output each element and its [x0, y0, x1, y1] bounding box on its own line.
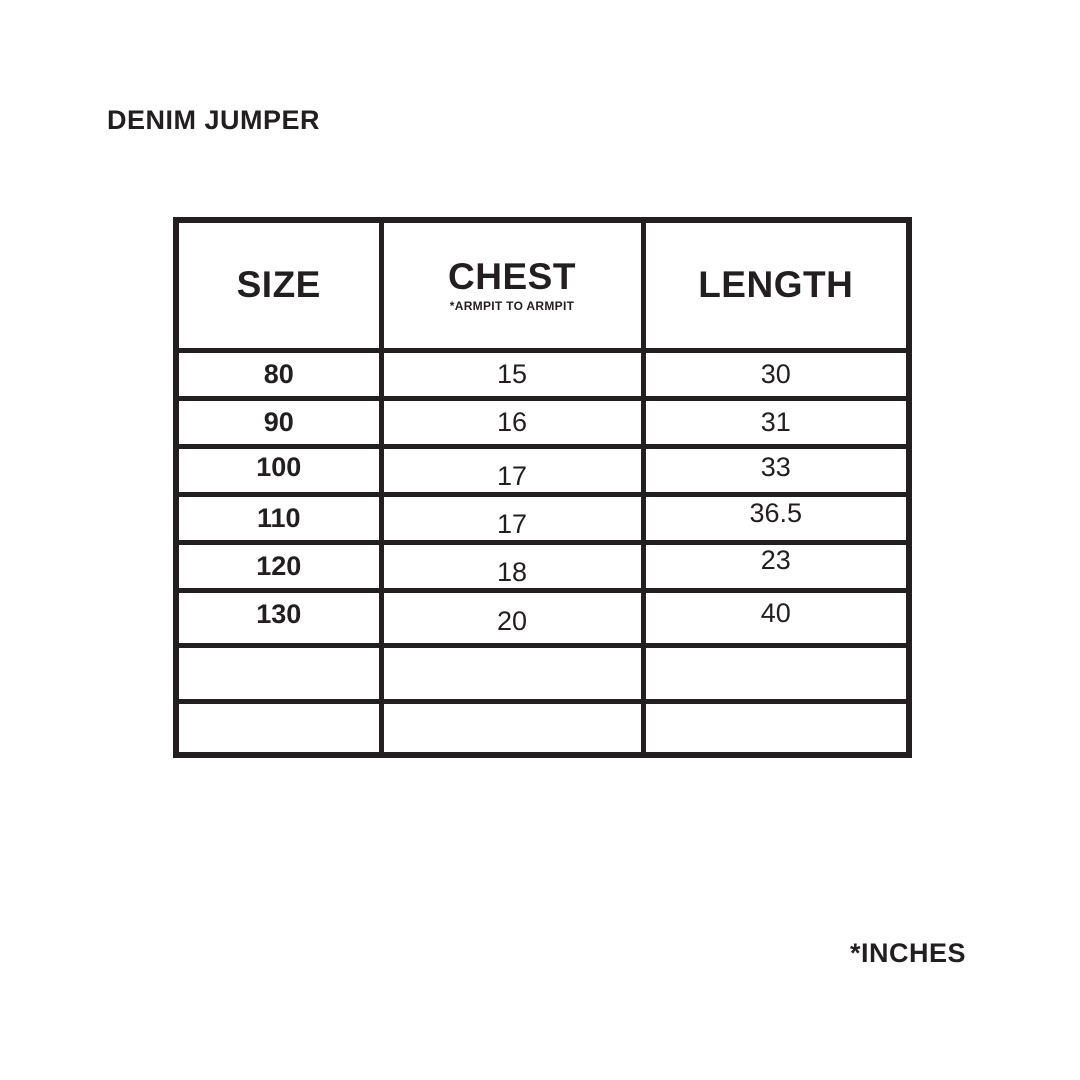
size-cell: 100 — [176, 446, 381, 494]
size-cell: 90 — [176, 398, 381, 446]
size-header-label: SIZE — [236, 263, 321, 305]
size-cell — [176, 701, 381, 755]
length-cell: 31 — [643, 398, 909, 446]
length-cell: 40 — [643, 590, 909, 645]
chest-cell: 18 — [381, 542, 643, 590]
column-header-length — [643, 220, 909, 350]
table-row — [176, 350, 909, 398]
table-row-empty — [176, 645, 909, 701]
table-row — [176, 446, 909, 494]
table-row — [176, 590, 909, 645]
length-cell: 33 — [643, 446, 909, 494]
column-header-chest — [381, 220, 643, 350]
table-row — [176, 494, 909, 542]
page-title: DENIM JUMPER — [107, 105, 321, 135]
size-cell: 110 — [176, 494, 381, 542]
size-cell — [176, 645, 381, 701]
header-row — [176, 220, 909, 350]
chest-cell — [381, 645, 643, 701]
chest-cell: 17 — [381, 494, 643, 542]
length-header-label: LENGTH — [698, 263, 854, 305]
table-row-empty — [176, 701, 909, 755]
chest-cell — [381, 701, 643, 755]
length-cell: 30 — [643, 350, 909, 398]
length-cell — [643, 701, 909, 755]
size-chart-table — [173, 217, 912, 758]
units-footnote: *INCHES — [849, 938, 966, 968]
length-cell: 23 — [643, 542, 909, 590]
chest-cell: 17 — [381, 446, 643, 494]
chest-header-label: CHEST — [448, 256, 576, 298]
size-cell: 80 — [176, 350, 381, 398]
chest-cell: 20 — [381, 590, 643, 645]
size-cell: 130 — [176, 590, 381, 645]
column-header-size — [176, 220, 381, 350]
length-cell: 36.5 — [643, 494, 909, 542]
chest-header-subnote: *ARMPIT TO ARMPIT — [449, 299, 575, 314]
size-cell: 120 — [176, 542, 381, 590]
chest-cell: 16 — [381, 398, 643, 446]
chest-cell: 15 — [381, 350, 643, 398]
table-row — [176, 542, 909, 590]
table-row — [176, 398, 909, 446]
length-cell — [643, 645, 909, 701]
